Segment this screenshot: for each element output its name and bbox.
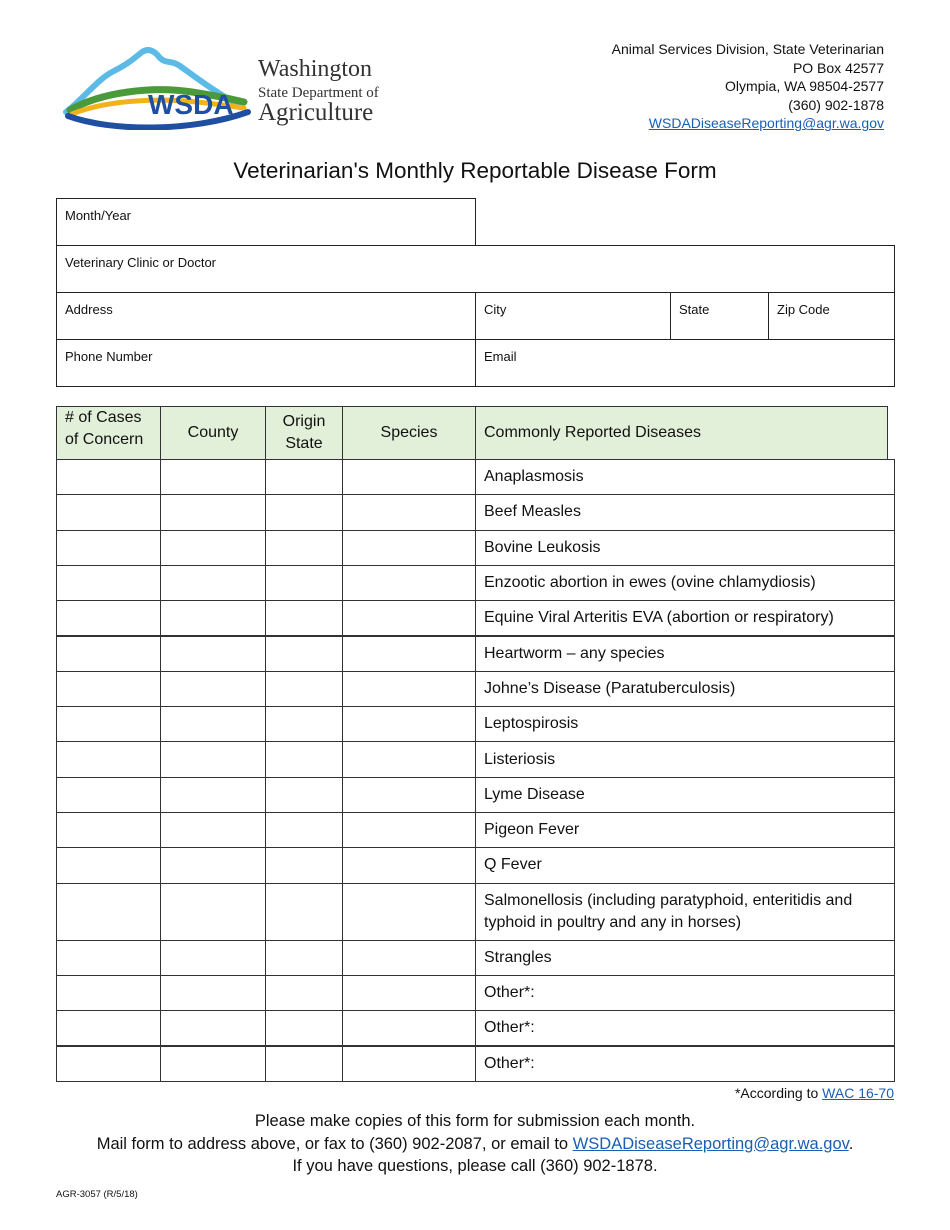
species-cell[interactable] (342, 777, 476, 813)
species-cell[interactable] (342, 1010, 476, 1046)
state-label: State (679, 302, 710, 317)
footnote (735, 1085, 894, 1101)
disease-name: Q Fever (484, 856, 542, 874)
origin-state-cell[interactable] (265, 565, 343, 601)
disease-name: Other*: (484, 984, 535, 1002)
county-cell[interactable] (160, 812, 266, 848)
contact-phone: (360) 902-1878 (788, 96, 884, 113)
phone-label: Phone Number (65, 349, 153, 364)
disease-name: Other*: (484, 1019, 535, 1037)
address-field[interactable] (56, 292, 476, 340)
cases-cell[interactable] (56, 1010, 161, 1046)
species-cell[interactable] (342, 812, 476, 848)
contact-division: Animal Services Division, State Veterinarian (611, 41, 884, 57)
origin-state-cell[interactable] (265, 706, 343, 742)
wac-link[interactable]: WAC 16-70 (822, 1085, 894, 1101)
origin-state-cell[interactable] (265, 883, 343, 941)
species-cell[interactable] (342, 565, 476, 601)
species-cell[interactable] (342, 1046, 476, 1082)
footer-line2-prefix: Mail form to address above, or fax to (360) 902-2087, or email to (96, 1134, 573, 1153)
disease-cell (475, 494, 895, 530)
county-cell[interactable] (160, 1046, 266, 1082)
county-cell[interactable] (160, 847, 266, 883)
header-species (342, 406, 476, 460)
cases-cell[interactable] (56, 975, 161, 1011)
logo-abbr: WSDA (148, 89, 234, 120)
origin-state-cell[interactable] (265, 975, 343, 1011)
disease-cell (475, 706, 895, 742)
disease-name: Enzootic abortion in ewes (ovine chlamydiosis) (484, 574, 816, 592)
email-label: Email (484, 349, 517, 364)
county-cell[interactable] (160, 706, 266, 742)
disease-cell (475, 600, 895, 636)
county-cell[interactable] (160, 741, 266, 777)
origin-state-cell[interactable] (265, 636, 343, 672)
county-cell[interactable] (160, 600, 266, 636)
header-diseases-label: Commonly Reported Diseases (484, 424, 701, 441)
cases-cell[interactable] (56, 1046, 161, 1082)
cases-cell[interactable] (56, 600, 161, 636)
disease-name: Heartworm – any species (484, 644, 665, 662)
species-cell[interactable] (342, 600, 476, 636)
zip-label: Zip Code (777, 302, 830, 317)
origin-state-cell[interactable] (265, 530, 343, 566)
species-cell[interactable] (342, 883, 476, 941)
phone-field[interactable] (56, 339, 476, 387)
species-cell[interactable] (342, 671, 476, 707)
disease-cell (475, 940, 895, 976)
disease-name: Equine Viral Arteritis EVA (abortion or respiratory) (484, 609, 834, 627)
header-cases (56, 406, 161, 460)
species-cell[interactable] (342, 847, 476, 883)
origin-state-cell[interactable] (265, 777, 343, 813)
disease-cell (475, 636, 895, 672)
header-origin-state (265, 406, 343, 460)
zip-field[interactable] (768, 292, 895, 340)
cases-cell[interactable] (56, 940, 161, 976)
footer-line3: If you have questions, please call (360) 902-1878. (292, 1157, 658, 1175)
disease-name: Listeriosis (484, 750, 556, 768)
county-cell[interactable] (160, 636, 266, 672)
county-cell[interactable] (160, 494, 266, 530)
disease-name: Other*: (484, 1054, 535, 1072)
header-species-label: Species (380, 424, 438, 441)
origin-state-cell[interactable] (265, 847, 343, 883)
county-cell[interactable] (160, 459, 266, 495)
logo-line3: Agriculture (258, 99, 374, 126)
cases-cell[interactable] (56, 530, 161, 566)
header-county-label: County (187, 424, 239, 441)
origin-state-cell[interactable] (265, 459, 343, 495)
month-year-field[interactable] (56, 198, 476, 246)
cases-cell[interactable] (56, 812, 161, 848)
footer-line2-suffix: . (848, 1134, 854, 1153)
county-cell[interactable] (160, 883, 266, 941)
disease-cell (475, 812, 895, 848)
origin-state-cell[interactable] (265, 494, 343, 530)
disease-cell (475, 777, 895, 813)
disease-name: Beef Measles (484, 503, 581, 521)
footer-line1: Please make copies of this form for submission each month. (254, 1112, 696, 1130)
wsda-logo (62, 40, 382, 130)
cases-cell[interactable] (56, 494, 161, 530)
origin-state-cell[interactable] (265, 741, 343, 777)
disease-cell (475, 565, 895, 601)
disease-cell (475, 1010, 895, 1046)
disease-cell (475, 530, 895, 566)
month-year-label: Month/Year (65, 208, 132, 223)
species-cell[interactable] (342, 494, 476, 530)
contact-po-box: PO Box 42577 (792, 59, 884, 76)
cases-cell[interactable] (56, 565, 161, 601)
disease-cell (475, 847, 895, 883)
cases-cell[interactable] (56, 671, 161, 707)
disease-name: Lyme Disease (484, 785, 585, 803)
origin-state-cell[interactable] (265, 600, 343, 636)
footer-email-link[interactable]: WSDADiseaseReporting@agr.wa.gov (572, 1134, 849, 1153)
logo-line1: Washington (258, 56, 373, 82)
species-cell[interactable] (342, 459, 476, 495)
disease-name: Anaplasmosis (484, 468, 584, 486)
form-number: AGR-3057 (R/5/18) (56, 1189, 138, 1200)
species-cell[interactable] (342, 741, 476, 777)
species-cell[interactable] (342, 940, 476, 976)
header-diseases (475, 406, 888, 460)
clinic-field[interactable] (56, 245, 895, 293)
disease-name: Strangles (484, 948, 552, 966)
contact-email-link[interactable]: WSDADiseaseReporting@agr.wa.gov (648, 115, 884, 132)
contact-city: Olympia, WA 98504-2577 (724, 78, 884, 95)
disease-name: Johne’s Disease (Paratuberculosis) (484, 679, 736, 697)
state-field[interactable] (670, 292, 769, 340)
county-cell[interactable] (160, 565, 266, 601)
county-cell[interactable] (160, 940, 266, 976)
header-county (160, 406, 266, 460)
county-cell[interactable] (160, 671, 266, 707)
footnote-prefix: *According to (734, 1085, 823, 1101)
header-origin-line1: Origin (282, 413, 326, 430)
contact-block (612, 40, 884, 133)
origin-state-cell[interactable] (265, 940, 343, 976)
county-cell[interactable] (160, 975, 266, 1011)
county-cell[interactable] (160, 777, 266, 813)
county-cell[interactable] (160, 1010, 266, 1046)
logo-line2: State Department of (258, 85, 379, 101)
cases-cell[interactable] (56, 847, 161, 883)
footer-instructions (0, 1110, 950, 1178)
disease-cell (475, 975, 895, 1011)
origin-state-cell[interactable] (265, 1046, 343, 1082)
email-field[interactable] (475, 339, 895, 387)
cases-cell[interactable] (56, 636, 161, 672)
disease-name: Leptospirosis (484, 715, 579, 733)
disease-cell (475, 883, 895, 941)
origin-state-cell[interactable] (265, 671, 343, 707)
disease-name: Salmonellosis (including paratyphoid, enteritidis and typhoid in poultry and any in horses) (484, 891, 853, 931)
origin-state-cell[interactable] (265, 1010, 343, 1046)
species-cell[interactable] (342, 706, 476, 742)
disease-name: Bovine Leukosis (484, 538, 601, 556)
species-cell[interactable] (342, 636, 476, 672)
origin-state-cell[interactable] (265, 812, 343, 848)
page-title: Veterinarian's Monthly Reportable Disease Form (233, 158, 717, 183)
disease-cell (475, 1046, 895, 1082)
disease-cell (475, 741, 895, 777)
header-cases-line2: of Concern (65, 431, 144, 448)
cases-cell[interactable] (56, 777, 161, 813)
disease-cell (475, 459, 895, 495)
city-label: City (484, 302, 507, 317)
footer-line2 (0, 1133, 950, 1156)
cases-cell[interactable] (56, 741, 161, 777)
cases-cell[interactable] (56, 706, 161, 742)
address-label: Address (65, 302, 113, 317)
species-cell[interactable] (342, 975, 476, 1011)
disease-name: Pigeon Fever (484, 821, 580, 839)
header-origin-line2: State (285, 435, 323, 452)
city-field[interactable] (475, 292, 672, 340)
county-cell[interactable] (160, 530, 266, 566)
cases-cell[interactable] (56, 459, 161, 495)
logo-graphic (62, 40, 382, 130)
header-cases-line1: # of Cases (65, 409, 142, 426)
clinic-label: Veterinary Clinic or Doctor (65, 255, 216, 270)
species-cell[interactable] (342, 530, 476, 566)
cases-cell[interactable] (56, 883, 161, 941)
disease-cell (475, 671, 895, 707)
